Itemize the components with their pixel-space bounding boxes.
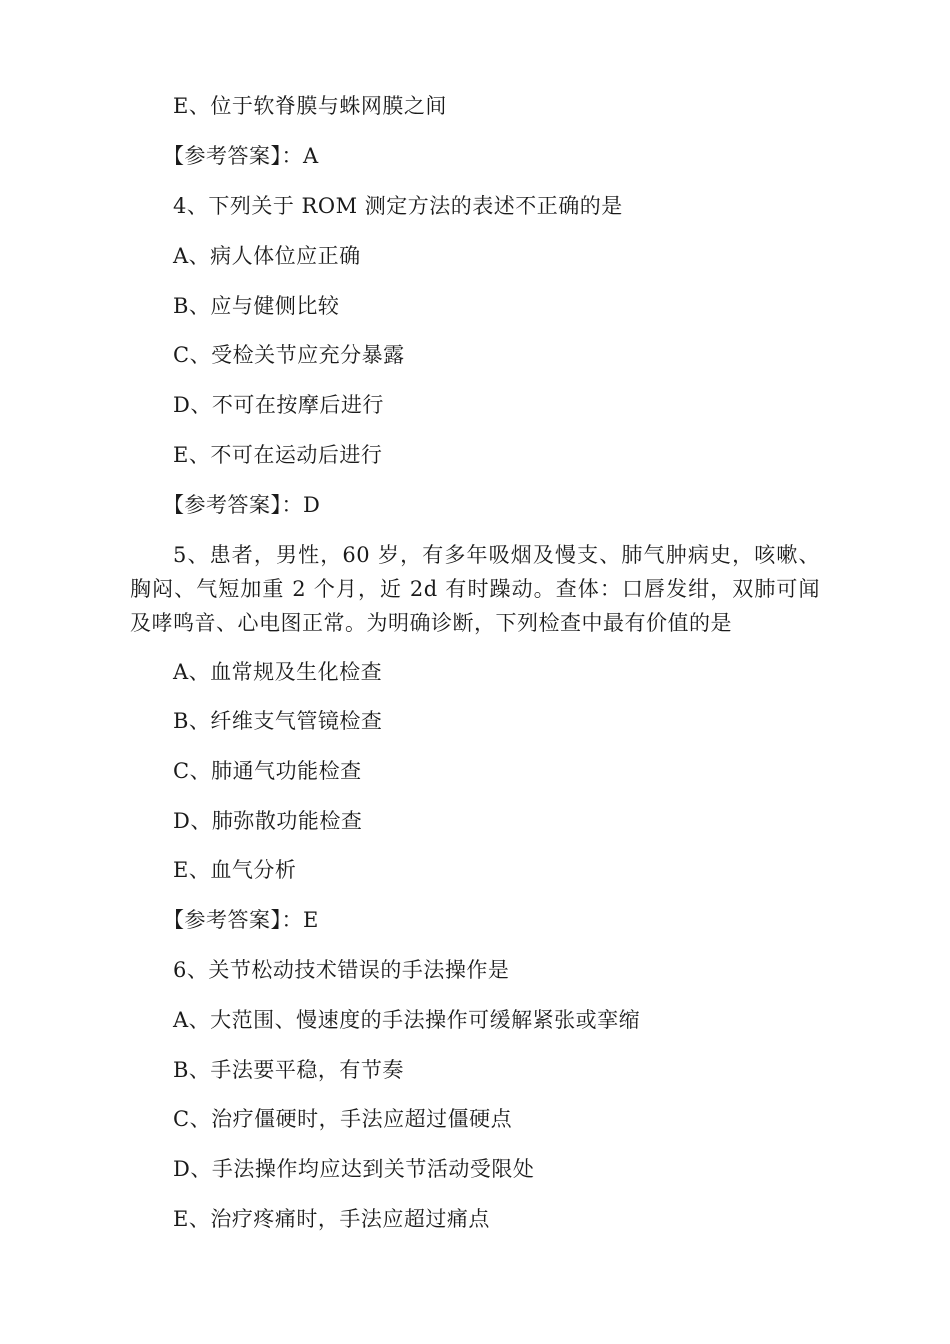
question-4: 4、下列关于 ROM 测定方法的表述不正确的是 [173,194,623,218]
option-b-q5: B、纤维支气管镜检查 [173,709,383,733]
option-d-q6: D、手法操作均应达到关节活动受限处 [173,1157,535,1181]
option-e-q3: E、位于软脊膜与蛛网膜之间 [173,94,447,118]
option-a-q6: A、大范围、慢速度的手法操作可缓解紧张或挛缩 [173,1008,641,1032]
option-b-q6: B、手法要平稳，有节奏 [173,1058,404,1082]
question-6: 6、关节松动技术错误的手法操作是 [173,958,510,982]
option-e-q4: E、不可在运动后进行 [173,443,383,467]
answer-q5: 【参考答案】：E [163,908,319,932]
option-e-q5: E、血气分析 [173,858,297,882]
option-d-q5: D、肺弥散功能检查 [173,809,363,833]
option-d-q4: D、不可在按摩后进行 [173,393,384,417]
option-b-q4: B、应与健侧比较 [173,294,340,318]
option-c-q6: C、治疗僵硬时，手法应超过僵硬点 [173,1107,513,1131]
option-c-q5: C、肺通气功能检查 [173,759,362,783]
answer-q4: 【参考答案】：D [163,493,321,517]
option-c-q4: C、受检关节应充分暴露 [173,343,405,367]
option-a-q5: A、血常规及生化检查 [173,660,383,684]
option-a-q4: A、病人体位应正确 [173,244,361,268]
question-5: 5、患者，男性，60 岁，有多年吸烟及慢支、肺气肿病史，咳嗽、胸闷、气短加重 2 个月，近 2d 有时躁动。查体：口唇发绀，双肺可闻及哮鸣音、心电图正常。为明确诊断，下列检查中最有价值的是 [130,543,820,635]
answer-q3: 【参考答案】：A [163,144,319,168]
option-e-q6: E、治疗疼痛时，手法应超过痛点 [173,1207,490,1231]
